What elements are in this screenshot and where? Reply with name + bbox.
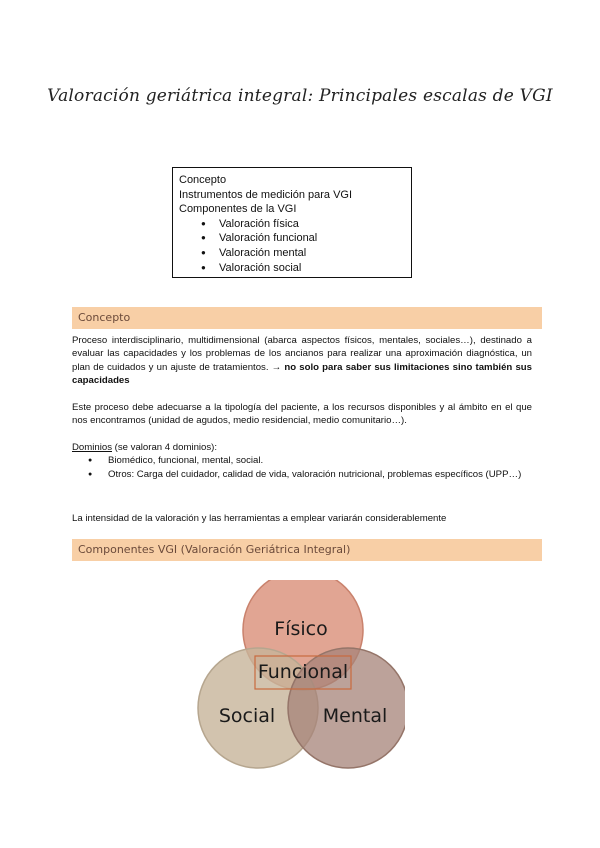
dominio-item: ● Otros: Carga del cuidador, calidad de vida, valoración nutricional, problemas específicos (UPP…) (88, 468, 532, 481)
toc-item: Instrumentos de medición para VGI (179, 188, 353, 201)
toc-item: Componentes de la VGI (179, 203, 297, 216)
dominios-block (72, 441, 532, 481)
venn-diagram (195, 580, 405, 770)
dominio-item: ● Biomédico, funcional, mental, social. (88, 454, 532, 467)
concepto-highlight: → no solo para saber sus limitaciones sino también sus capacidades (72, 361, 532, 387)
concepto-text: Proceso interdisciplinario, multidimensional (abarca aspectos físicos, mentales, sociales…), destinado a evaluar las capacidades y los problemas de los ancianos para realizar una aproximación diagnóstica, un plan de cuidados y un ajuste de tratamientos. (72, 335, 532, 373)
venn-label-funcional: Funcional (257, 661, 349, 683)
toc-subitem: ● Valoración física (201, 217, 405, 232)
dominios-list (72, 454, 532, 481)
venn-label-fisico: Físico (274, 618, 328, 640)
venn-label-mental: Mental (322, 705, 388, 727)
toc-subitem: ● Valoración social (201, 261, 405, 276)
toc-subitem: ● Valoración mental (201, 246, 405, 261)
dominios-intro: (se valoran 4 dominios): (112, 442, 218, 453)
toc-item: Concepto (179, 174, 227, 186)
table-of-contents (172, 167, 412, 278)
toc-subitem: ● Valoración funcional (201, 231, 405, 246)
section-heading-concepto: Concepto (72, 307, 542, 329)
section-heading-componentes: Componentes VGI (Valoración Geriátrica Integral) (72, 539, 542, 561)
dominios-label: Dominios (72, 442, 112, 453)
venn-label-social: Social (218, 705, 276, 727)
intensidad-paragraph: La intensidad de la valoración y las herramientas a emplear variarán considerablemente (72, 513, 447, 524)
page-title: Valoración geriátrica integral: Principales escalas de VGI (47, 86, 553, 106)
adecuacion-paragraph: Este proceso debe adecuarse a la tipología del paciente, a los recursos disponibles y al ámbito en el que nos encontramos (unidad de agudos, medio residencial, medio comunitario…). (72, 402, 532, 427)
toc-sublist (179, 217, 405, 275)
concepto-paragraph (72, 334, 532, 388)
